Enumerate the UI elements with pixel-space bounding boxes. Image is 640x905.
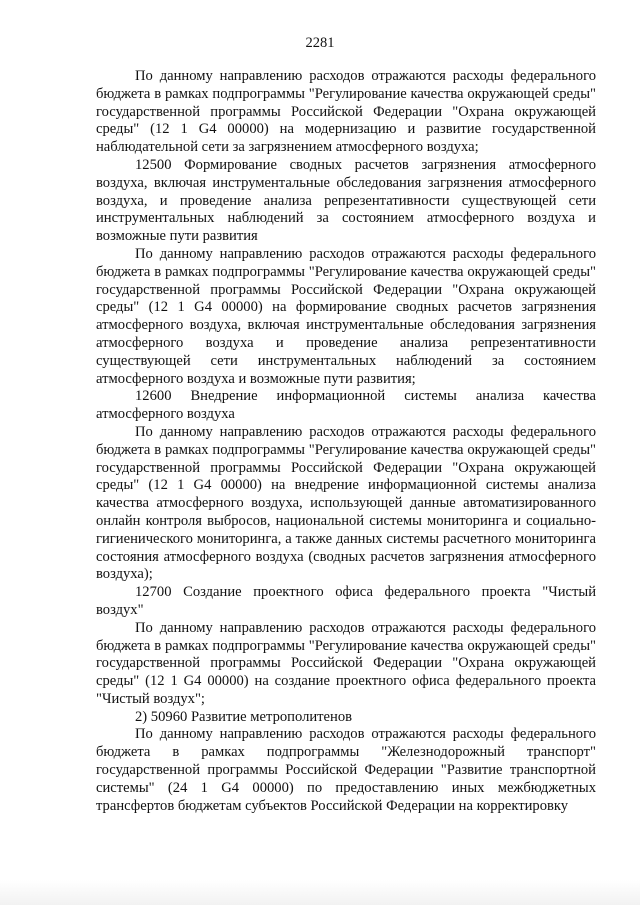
paragraph: По данному направлению расходов отражаются расходы федерального бюджета в рамках подпрограммы "Регулирование качества окружающей среды" государственной программы Российской Федерации "Охрана окружающей среды" (12 1 G4 00000) на модернизацию и развитие государственной наблюдательной сети за загрязнением атмосферного воздуха; (96, 68, 596, 156)
paragraph: 12500 Формирование сводных расчетов загрязнения атмосферного воздуха, включая инструментальные обследования загрязнения атмосферного воздуха, и проведение анализа репрезентативности существующей сети инструментальных наблюдений за состоянием атмосферного воздуха и возможные пути развития (96, 156, 596, 245)
paragraph: 12700 Создание проектного офиса федерального проекта "Чистый воздух" (96, 584, 596, 618)
paragraph: По данному направлению расходов отражаются расходы федерального бюджета в рамках подпрограммы "Железнодорожный транспорт" государственной программы Российской Федерации "Развитие транспортной системы" (24 1 G4 00000) по предоставлению иных межбюджетных трансфертов бюджетам субъектов Российской Федерации на корректировку (96, 726, 596, 814)
paragraph: 12600 Внедрение информационной системы анализа качества атмосферного воздуха (96, 388, 596, 423)
paragraph: По данному направлению расходов отражаются расходы федерального бюджета в рамках подпрограммы "Регулирование качества окружающей среды" государственной программы Российской Федерации "Охрана окружающей среды" (12 1 G4 00000) на формирование сводных расчетов загрязнения атмосферного воздуха, включая инструментальные обследования загрязнения атмосферного воздуха и проведение анализа репрезентативности существующей сети инструментальных наблюдений за состоянием атмосферного воздуха и возможные пути развития; (96, 245, 596, 387)
paragraph: По данному направлению расходов отражаются расходы федерального бюджета в рамках подпрограммы "Регулирование качества окружающей среды" государственной программы Российской Федерации "Охрана окружающей среды" (12 1 G4 00000) на создание проектного офиса федерального проекта "Чистый воздух"; (96, 619, 596, 707)
scan-bottom-edge (0, 880, 640, 905)
list-item-heading: 2) 50960 Развитие метрополитенов (135, 708, 353, 725)
paragraph: По данному направлению расходов отражаются расходы федерального бюджета в рамках подпрограммы "Регулирование качества окружающей среды" государственной программы Российской Федерации "Охрана окружающей среды" (12 1 G4 00000) на внедрение информационной системы анализа качества атмосферного воздуха, использующей данные автоматизированного онлайн контроля выбросов, национальной системы мониторинга и социально-гигиенического мониторинга, а также данных системы расчетного мониторинга состояния атмосферного воздуха (сводных расчетов загрязнения атмосферного воздуха); (96, 423, 596, 583)
page-number: 2281 (305, 35, 335, 51)
document-body (96, 68, 596, 815)
